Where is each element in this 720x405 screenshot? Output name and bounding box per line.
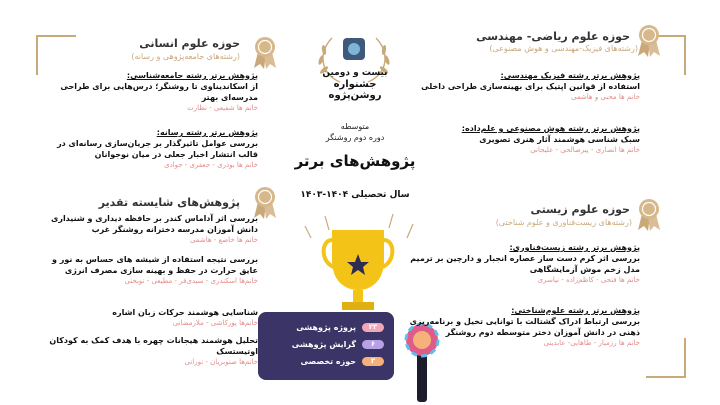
item-authors: خانم ها فتحی - کاظم‌زاده - نیاسری <box>537 276 640 284</box>
item-desc: بررسی نتیجه استفاده از شیشه های حساس به نور و عایق حرارت در حفظ و بهینه سازی مصرف انرژی <box>52 255 258 275</box>
humanities-item-1 <box>53 70 258 114</box>
stat-areas <box>268 354 384 368</box>
math-item-1 <box>400 70 640 103</box>
item-title: پژوهش برتر رشته زیست‌فناوری: <box>509 243 640 252</box>
period: دوره دوم روشنگر <box>325 133 385 142</box>
item-desc: بررسی عوامل تاثیرگذار بر جریان‌سازی رسانه‌ای در قالب انتشار اخبار جعلی در میان نوجوانان <box>57 139 258 159</box>
item-authors: خانم‌ها صنوبریان - نورانی <box>184 358 258 366</box>
stats-panel <box>258 312 394 380</box>
math-subtitle: (رشته‌های فیزیک-مهندسی و هوش مصنوعی) <box>489 44 638 53</box>
stat-label: گرایش پژوهشی <box>291 339 356 349</box>
academic-year: سال تحصیلی ۱۴۰۴-۱۴۰۳ <box>300 190 410 200</box>
item-authors: خانم‌ها اسکندری - سیدی‌فر - مطیعی - نوبختی <box>124 277 258 285</box>
item-authors: خانم ها محبی و هاشمی <box>571 93 640 101</box>
merit-item-2 <box>48 254 258 287</box>
humanities-subtitle: (رشته‌های جامعه‌پژوهی و رسانه) <box>131 52 240 61</box>
item-authors: خانم ها بوذری - جعفری - جوادی <box>164 161 258 169</box>
medal-icon <box>636 24 662 58</box>
level: متوسطه <box>340 122 370 131</box>
festival-name <box>300 68 410 101</box>
item-desc: شناسایی هوشمند حرکات زبان اشاره <box>112 308 258 317</box>
medal-icon <box>636 198 662 232</box>
item-authors: خانم ها شفیعی - نظارت <box>187 104 258 112</box>
item-desc: بررسی اثر آداماس کندر بر حافظه دیداری و شنیداری دانش آموزان مدرسه دخترانه روشنگر غرب <box>51 214 258 234</box>
item-desc: از اسکاندیناوی تا روشنگر؛ درس‌هایی برای طراحی مدرسه‌ای بهتر <box>60 82 258 102</box>
math-item-2 <box>400 123 640 156</box>
festival-line-2: جشنواره <box>333 79 377 90</box>
item-title: پژوهش برتر رشته فیزیک مهندسی: <box>500 71 640 80</box>
merit-item-1 <box>48 213 258 246</box>
trophy-icon <box>318 226 398 326</box>
item-desc: بررسی اثر کرم دست ساز عصاره انجبار و دارچین بر ترمیم مدل زخم موش آزمایشگاهی <box>410 254 640 274</box>
item-authors: خانم ها خاضع - هاشمی <box>189 236 258 244</box>
math-title: حوزه علوم ریاضی- مهندسی <box>476 30 630 43</box>
humanities-item-2 <box>53 127 258 171</box>
item-desc: تحلیل هوشمند هیجانات چهره با هدف کمک به کودکان اوتیستسک <box>49 336 258 356</box>
stat-count: ۳ <box>362 357 384 366</box>
item-title: پژوهش برتر رشته هوش مصنوعی و علم‌داده: <box>461 124 640 133</box>
corner-bracket-bottom-right <box>646 338 686 378</box>
merit-item-4 <box>48 335 258 368</box>
item-title: پژوهش برتر رشته جامعه‌شناسی: <box>126 71 258 80</box>
bio-item-1 <box>400 242 640 286</box>
corner-bracket-top-left <box>36 35 76 75</box>
stat-label: حوزه تخصصی <box>300 356 356 366</box>
item-authors: خانم‌ها پورکاشی - ملارمضانی <box>172 319 258 327</box>
item-desc: استفاده از قوانین اپتیک برای بهینه‌سازی طراحی داخلی <box>421 82 640 91</box>
stat-fields <box>268 337 384 351</box>
item-authors: خانم ها انصاری - پیرصالحی - علیجانی <box>530 146 640 154</box>
merit-item-3 <box>48 307 258 329</box>
stat-label: پروژه پژوهشی <box>296 322 356 332</box>
stat-count: ۲۳ <box>362 323 384 332</box>
stat-count: ۶ <box>362 340 384 349</box>
merit-title: پژوهش‌های شایسته تقدیر <box>98 196 240 209</box>
item-desc: سبک شناسی هوشمند آثار هنری تصویری <box>479 135 640 144</box>
item-title: پژوهش برتر رشته رسانه: <box>156 128 258 137</box>
bio-subtitle: (رشته‌های زیست‌فناوری و علوم شناختی) <box>495 218 632 227</box>
item-authors: خانم ها رزمیار - طاهایی- عابدینی <box>543 339 640 347</box>
item-desc: بررسی ارتباط ادراک گشتالت با توانایی تخیل و برنامه‌ریزی ذهنی در دانش آموزان دختر متوسطه دوم روشنگر <box>409 317 640 337</box>
page-title: پژوهش‌های برتر <box>294 152 416 170</box>
bio-item-2 <box>400 305 640 349</box>
stat-projects <box>268 320 384 334</box>
bio-title: حوزه علوم زیستی <box>530 203 630 216</box>
festival-line-1: بیست و دومین <box>322 68 388 78</box>
festival-line-3: روشن‌پژوه <box>328 90 382 101</box>
medal-icon <box>252 36 278 70</box>
item-title: پژوهش برتر رشته علوم‌شناختی: <box>511 306 640 315</box>
humanities-title: حوزه علوم انسانی <box>139 37 240 50</box>
